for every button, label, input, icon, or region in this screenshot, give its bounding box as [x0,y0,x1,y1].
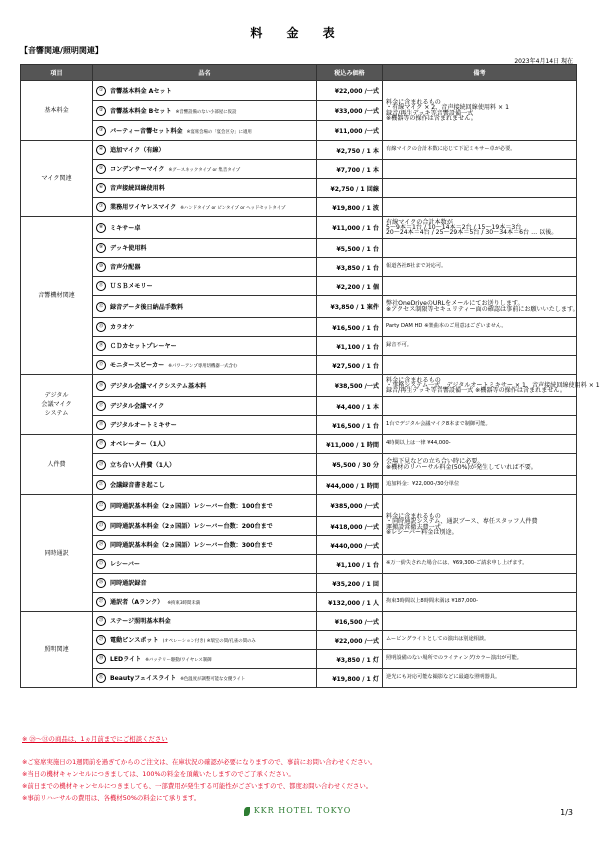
header-item: 品名 [93,65,317,81]
hotel-logo: KKR HOTEL TOKYO [0,806,595,816]
table-row [21,318,577,337]
item-name: 会議録音書き起こし [110,482,165,489]
table-row [21,631,577,650]
item-number: ⑭ [96,341,106,351]
item-cell [93,593,317,612]
item-name: デジタルオートミキサー [110,422,177,429]
table-row [21,277,577,296]
item-cell [93,669,317,688]
page-title: 料 金 表 [250,26,345,40]
table-row [21,495,577,517]
item-cell [93,650,317,669]
item-name: 同時通訳基本料金（2ヵ国語）レシーバー台数：200台まで [110,523,273,530]
price-cell: ¥2,750 / 1 回線 [317,179,383,198]
note-cell: ※万一紛失された場合には、¥69,300-ご請求申し上げます。 [383,555,577,574]
notice-line: ※前日までの機材キャンセルにつきましても、一部費用が発生する可能性がございますので、都度お問い合わせください。 [22,782,373,790]
item-name: デジタル会議マイクシステム基本料 [110,382,207,390]
item-name: オペレーター（1人） [110,441,170,448]
note-cell: 拘束3時間以上8時間未満は ¥187,000- [383,593,577,612]
item-cell [93,160,317,179]
item-name: モニタースピーカー [110,362,165,369]
note-cell: 有線マイクの合計本数に応じて下記ミキサー卓が必要。 [383,141,577,160]
price-cell: ¥16,500 / 1 台 [317,318,383,337]
category-cell: 音響機材関連 [21,217,93,375]
item-number: ㉓ [96,521,106,531]
item-name: ＣＤカセットプレーヤー [110,343,177,350]
item-number: ⑬ [96,322,106,332]
item-subnote: ※宴席会場の「宴会区分」に適用 [186,129,252,135]
item-cell [93,495,317,517]
note-cell [383,198,577,217]
table-row [21,435,577,454]
item-cell [93,454,317,476]
item-number: ⑤ [96,164,106,174]
price-cell: ¥44,000 / 1 時間 [317,476,383,495]
price-cell: ¥4,400 / 1 本 [317,397,383,416]
notice-line: ※当日の機材キャンセルにつきましては、100%の料金を頂戴いたしますのでご了承ください。 [22,770,295,778]
table-row [21,179,577,198]
note-cell [383,612,577,631]
note-cell [383,179,577,198]
header-price: 税込み価格 [317,65,383,81]
note-cell [383,356,577,375]
price-cell: ¥385,000 /一式 [317,495,383,517]
table-row [21,337,577,356]
item-number: ㉙ [96,635,106,645]
item-number: ㉖ [96,578,106,588]
price-cell: ¥7,700 / 1 本 [317,160,383,179]
note-cell: 弊社OneDriveのURLをメールにてお送りします。 ※アクセス制限等セキュリティー面の確認は事前にお願いいたします。 [383,296,577,318]
note-cell: 1台でデジタル会議マイク8本まで制御可能。 [383,416,577,435]
table-row [21,650,577,669]
note-cell [383,397,577,416]
item-number: ④ [96,145,106,155]
item-number: ⑥ [96,183,106,193]
item-number: ① [96,86,106,96]
item-number: ㉑ [96,480,106,490]
item-number: ⑩ [96,262,106,272]
table-row [21,198,577,217]
note-cell: ムービングライトとしての演出は別途相談。 [383,631,577,650]
item-name: ステージ照明基本料金 [110,618,171,625]
note-cell [383,277,577,296]
item-name: 音響基本料金 Aセット [110,87,172,95]
table-row [21,81,577,101]
note-cell: 照明設備のない場所でのライティング/カラー演出が可能。 [383,650,577,669]
item-name: 立ち合い人件費（1人） [110,461,176,469]
item-cell [93,536,317,555]
item-name: 通訳者（Aランク） [110,599,164,606]
price-cell: ¥33,000 /一式 [317,101,383,121]
note-cell: 会場下見などの立ち合い時に必要。 ※機材のリハーサル料金(50%)が発生していれば不要。 [383,454,577,476]
note-cell: 4時間以上は一律 ¥44,000- [383,435,577,454]
notice-line: ※ご宴席実施日の1週間前を過ぎてからのご注文は、在庫状況の確認が必要になりますので、事前にお問い合わせください。 [22,758,377,766]
item-cell [93,179,317,198]
table-row [21,356,577,375]
table-header-row [21,65,577,81]
item-name: ミキサー卓 [110,224,141,232]
item-name: 音声接続回線使用料 [110,185,165,192]
price-cell: ¥418,000 /一式 [317,517,383,536]
item-cell [93,121,317,141]
item-name: 同時通訳基本料金（2ヵ国語）レシーバー台数：100台まで [110,502,273,510]
price-cell: ¥22,000 /一式 [317,81,383,101]
price-cell: ¥16,500 / 1 台 [317,416,383,435]
note-cell: 録音不可。 [383,337,577,356]
price-cell: ¥16,500 /一式 [317,612,383,631]
table-row [21,160,577,179]
item-number: ㉒ [96,501,106,511]
category-cell: 照明関連 [21,612,93,688]
item-cell [93,631,317,650]
item-cell [93,239,317,258]
item-cell [93,612,317,631]
item-cell [93,435,317,454]
price-table [20,64,600,688]
table-row [21,141,577,160]
item-cell [93,258,317,277]
item-cell [93,296,317,318]
category-cell: 同時通訳 [21,495,93,612]
item-cell [93,574,317,593]
item-number: ⑧ [96,223,106,233]
item-cell [93,277,317,296]
note-cell [383,574,577,593]
item-number: ⑪ [96,281,106,291]
item-name: デジタル会議マイク [110,403,165,410]
item-name: 電動ピンスポット [110,637,159,644]
item-subnote: ※パワーアンプ専用切機器一式含む [168,364,238,369]
notice-line: ※事前リハーサルの費用は、各機材50%の料金にて承ります。 [22,794,201,802]
item-name: 同時通訳録音 [110,580,147,587]
header-note: 備考 [383,65,577,81]
item-number: ⑫ [96,302,106,312]
item-subnote: ※拘束3時間未満 [167,601,201,606]
price-cell: ¥19,800 / 1 波 [317,198,383,217]
price-cell: ¥2,200 / 1 個 [317,277,383,296]
item-number: ② [96,106,106,116]
note-cell: 有線マイクの合計本数が 5〜9本＝1台 / 10〜14本＝2台 / 15〜19本＝3台 20〜24本＝4台 / 25〜29本＝5台 / 30〜34本＝6台 … 以後。 [383,217,577,239]
category-cell: マイク関連 [21,141,93,217]
note-cell: 料金に含まれるもの ・事務システム一式、デジタルオートミキサー × 1、音声接続回線使用料 × 1 録音/再生デッキ等音響設備一式 ※機器等の操作は含まれません。 [383,375,577,397]
item-number: ㉕ [96,559,106,569]
table-row [21,416,577,435]
note-cell: 報道各社8社まで対応可。 [383,258,577,277]
price-cell: ¥2,750 / 1 本 [317,141,383,160]
item-name: コンデンサーマイク [110,166,165,173]
item-name: 録音データ後日納品手数料 [110,303,184,311]
price-cell: ¥1,100 / 1 台 [317,555,383,574]
item-number: ⑨ [96,243,106,253]
price-cell: ¥3,850 / 1 案件 [317,296,383,318]
table-row [21,296,577,318]
item-number: ㉚ [96,654,106,664]
notice-line: ※ ㉘〜㉛の商品は、1ヵ月前までにご相談ください [22,735,168,743]
item-subnote: ※グースネックタイプ or 集音タイプ [168,168,241,173]
leaf-icon [244,807,250,816]
category-cell: 人件費 [21,435,93,495]
item-name: デッキ使用料 [110,245,147,252]
item-number: ⑦ [96,202,106,212]
note-cell [383,239,577,258]
category-cell: デジタル 会議マイク システム [21,375,93,435]
item-name: ＵＳＢメモリー [110,283,153,290]
note-cell: 逆光にも対応可能な撮影などに最適な照明器具。 [383,669,577,688]
price-cell: ¥11,000 / 1 台 [317,217,383,239]
table-row [21,239,577,258]
price-cell: ¥22,000 /一式 [317,631,383,650]
price-cell: ¥19,800 / 1 灯 [317,669,383,688]
item-cell [93,397,317,416]
item-name: Beautyフェイスライト [110,675,177,682]
price-cell: ¥1,100 / 1 台 [317,337,383,356]
price-cell: ¥11,000 / 1 時間 [317,435,383,454]
price-cell: ¥38,500 /一式 [317,375,383,397]
note-cell: 料金に含まれるもの ・同時通訳システム、通訳ブース、専任スタッフ人件費 運搬設営撤去費一式 ※レシーバー料金は別途。 [383,495,577,555]
item-subnote: ※バッテリー駆動/ワイヤレス制御 [145,658,212,663]
header-category: 項目 [21,65,93,81]
item-number: ㉘ [96,616,106,626]
table-row [21,574,577,593]
note-cell: 料金に含まれるもの ・有線マイク × 2、音声接続回線使用料 × 1 録音/再生デッキ等音響設備一式 ※機器等の操作は含まれません。 [383,81,577,141]
item-number: ㉛ [96,673,106,683]
price-cell: ¥132,000 / 1 人 [317,593,383,612]
item-number: ③ [96,126,106,136]
table-row [21,612,577,631]
item-cell [93,555,317,574]
table-row [21,258,577,277]
item-number: ㉗ [96,597,106,607]
item-name: パーティー音響セット料金 [110,127,183,135]
item-number: ⑰ [96,401,106,411]
category-cell: 基本料金 [21,81,93,141]
item-cell [93,217,317,239]
section-heading: 【音響関連/照明関連】 [20,46,103,55]
price-cell: ¥11,000 /一式 [317,121,383,141]
item-subnote: ※色温度が調整可能な女優ライト [180,677,246,682]
table-row [21,217,577,239]
price-cell: ¥27,500 / 1 台 [317,356,383,375]
item-number: ⑱ [96,420,106,430]
item-name: 追加マイク（有線） [110,147,165,154]
item-cell [93,141,317,160]
item-subnote: ※ハンドタイプ or ピンタイプ or ヘッドセットタイプ [180,206,286,211]
item-name: 音響基本料金 Bセット [110,107,172,115]
item-cell [93,318,317,337]
item-number: ⑳ [96,460,106,470]
table-row [21,669,577,688]
price-cell: ¥3,850 / 1 台 [317,258,383,277]
table-row [21,476,577,495]
item-name: レシーバー [110,561,141,568]
page-number: 1/3 [560,808,573,817]
note-cell: Party DAM HD ※楽曲本のご用意はございません。 [383,318,577,337]
item-cell [93,476,317,495]
item-name: カラオケ [110,324,135,331]
item-name: LEDライト [110,656,142,663]
item-number: ⑲ [96,439,106,449]
item-number: ⑮ [96,360,106,370]
item-cell [93,517,317,536]
item-cell [93,101,317,121]
item-cell [93,375,317,397]
item-subnote: ※音響設備のない小部屋に仮設 [175,109,237,115]
item-number: ⑯ [96,381,106,391]
note-cell: 追加料金：¥22,000-/30分単位 [383,476,577,495]
price-cell: ¥5,500 / 30 分 [317,454,383,476]
table-row [21,454,577,476]
price-cell: ¥3,850 / 1 灯 [317,650,383,669]
price-cell: ¥440,000 /一式 [317,536,383,555]
item-subnote: (オペレーション付き) ※瑞宝の間/孔雀の間のみ [162,639,256,644]
item-cell [93,198,317,217]
table-row [21,555,577,574]
price-cell: ¥35,200 / 1 回 [317,574,383,593]
item-name: 業務用ワイヤレスマイク [110,204,177,211]
item-cell [93,356,317,375]
item-name: 同時通訳基本料金（2ヵ国語）レシーバー台数：300台まで [110,542,273,549]
note-cell [383,160,577,179]
table-row [21,397,577,416]
table-row [21,375,577,397]
item-cell [93,81,317,101]
date-label: 2023年4月14日 現在 [514,58,573,65]
item-name: 音声分配器 [110,264,141,271]
item-number: ㉔ [96,540,106,550]
price-cell: ¥5,500 / 1 台 [317,239,383,258]
table-row [21,593,577,612]
item-cell [93,416,317,435]
item-cell [93,337,317,356]
